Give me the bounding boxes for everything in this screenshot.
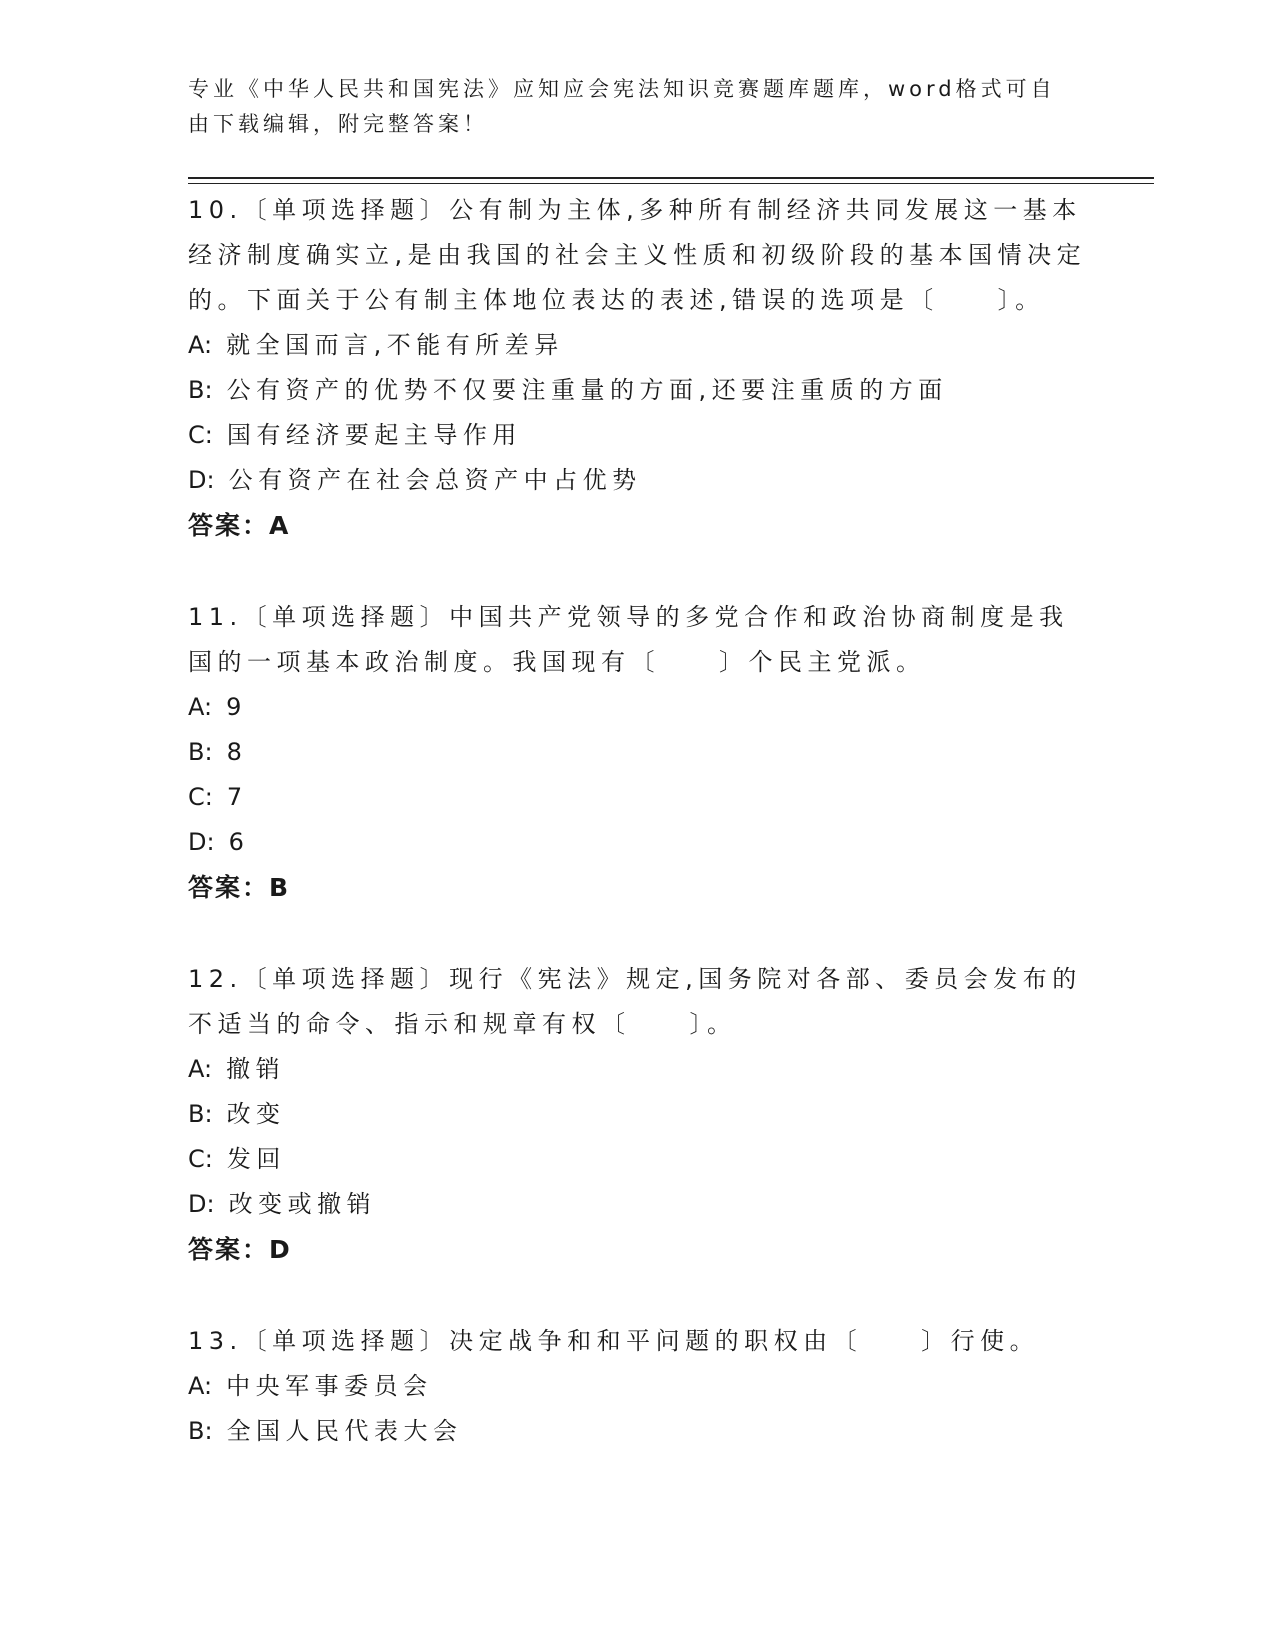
option-label: B: (188, 738, 213, 766)
option-label: C: (188, 1145, 213, 1173)
question-spacer (188, 1272, 1088, 1319)
option-text: 6 (228, 828, 250, 856)
option-b (188, 1409, 1088, 1454)
option-c (188, 413, 1088, 458)
option-label: B: (188, 376, 213, 404)
header-divider (188, 177, 1154, 179)
option-label: C: (188, 783, 213, 811)
option-b (188, 730, 1088, 775)
document-header: 专业《中华人民共和国宪法》应知应会宪法知识竞赛题库题库，word格式可自由下载编辑，附完整答案！ (188, 77, 1056, 136)
option-text: 发回 (226, 1145, 286, 1173)
option-label: D: (188, 466, 215, 494)
option-text: 9 (226, 693, 247, 721)
option-label: D: (188, 1190, 215, 1218)
question-stem: 10.〔单项选择题〕公有制为主体,多种所有制经济共同发展这一基本经济制度确实立,是由我国的社会主义性质和初级阶段的基本国情决定的。下面关于公有制主体地位表达的表述,错误的选项是〔 〕。 (188, 196, 1087, 314)
option-label: B: (188, 1100, 213, 1128)
question-list (188, 188, 1088, 1454)
option-label: A: (188, 693, 213, 721)
option-label: A: (188, 1372, 213, 1400)
answer-line: 答案：B (188, 873, 291, 902)
answer-line: 答案：D (188, 1235, 292, 1264)
option-text: 公有资产在社会总资产中占优势 (228, 466, 642, 494)
option-a (188, 1364, 1088, 1409)
option-d (188, 458, 1088, 503)
option-label: D: (188, 828, 215, 856)
question-12 (188, 957, 1088, 1272)
option-text: 全国人民代表大会 (226, 1417, 463, 1445)
option-d (188, 820, 1088, 865)
option-c (188, 1137, 1088, 1182)
option-label: B: (188, 1417, 213, 1445)
option-text: 撤销 (226, 1055, 286, 1083)
option-a (188, 1047, 1088, 1092)
question-stem: 12.〔单项选择题〕现行《宪法》规定,国务院对各部、委员会发布的不适当的命令、指示和规章有权〔 〕。 (188, 965, 1082, 1038)
option-text: 改变或撤销 (228, 1190, 377, 1218)
option-label: A: (188, 331, 213, 359)
option-text: 国有经济要起主导作用 (226, 421, 522, 449)
option-text: 7 (226, 783, 248, 811)
option-text: 改变 (226, 1100, 286, 1128)
option-a (188, 685, 1088, 730)
option-label: A: (188, 1055, 213, 1083)
question-10 (188, 188, 1088, 548)
option-text: 8 (226, 738, 248, 766)
option-text: 就全国而言,不能有所差异 (226, 331, 564, 359)
question-13 (188, 1319, 1088, 1454)
option-b (188, 368, 1088, 413)
option-b (188, 1092, 1088, 1137)
option-text: 公有资产的优势不仅要注重量的方面,还要注重质的方面 (226, 376, 948, 404)
option-d (188, 1182, 1088, 1227)
question-11 (188, 595, 1088, 910)
option-label: C: (188, 421, 213, 449)
question-spacer (188, 548, 1088, 595)
header-divider-thin (188, 183, 1154, 184)
question-stem: 13.〔单项选择题〕决定战争和和平问题的职权由〔 〕行使。 (188, 1327, 1040, 1355)
question-spacer (188, 910, 1088, 957)
option-a (188, 323, 1088, 368)
answer-line: 答案：A (188, 511, 291, 540)
question-stem: 11.〔单项选择题〕中国共产党领导的多党合作和政治协商制度是我国的一项基本政治制度。我国现有〔 〕个民主党派。 (188, 603, 1069, 676)
option-c (188, 775, 1088, 820)
option-text: 中央军事委员会 (226, 1372, 433, 1400)
